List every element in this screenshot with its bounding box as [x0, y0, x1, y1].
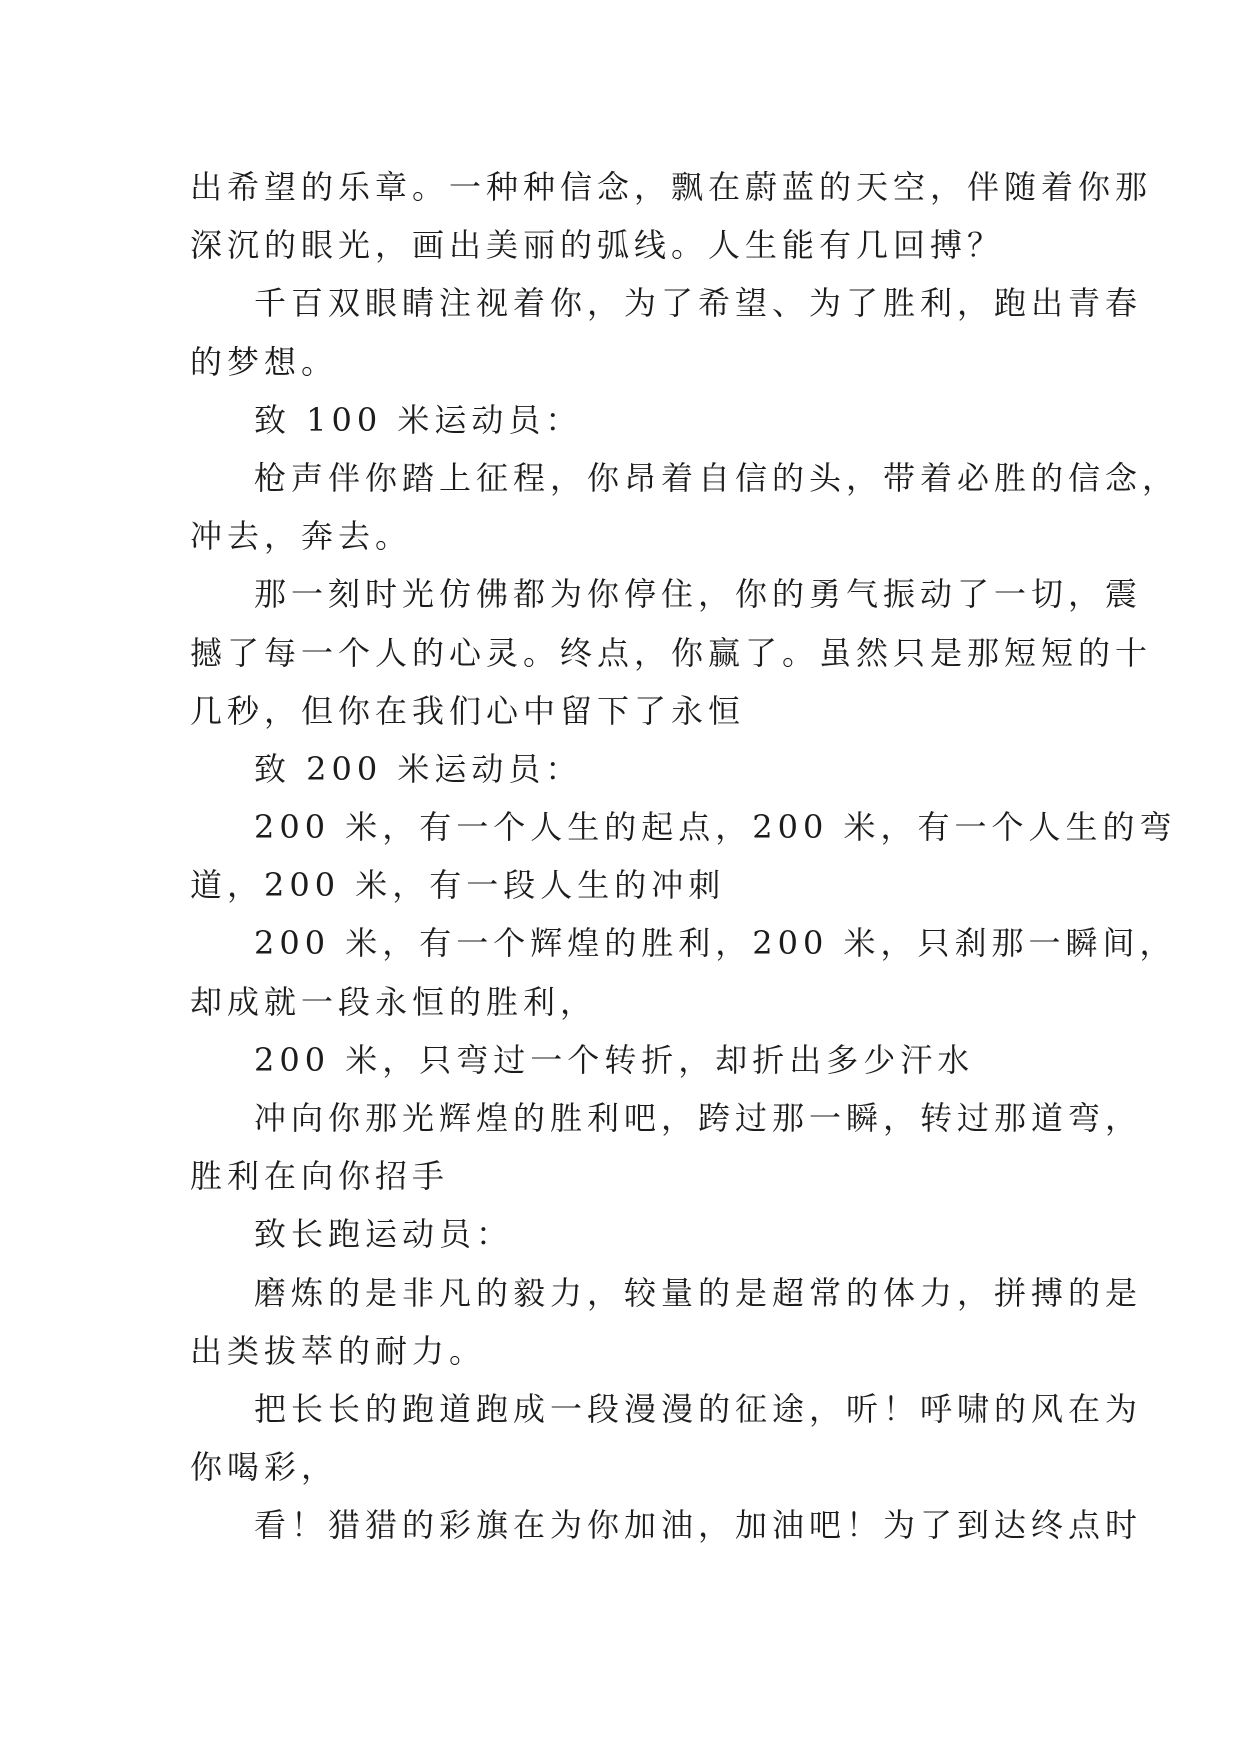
section-heading: 致长跑运动员： — [254, 1215, 514, 1254]
text-line: 冲去，奔去。 — [190, 517, 413, 556]
section-heading: 致 200 米运动员： — [254, 749, 583, 788]
body-text — [190, 158, 1180, 1555]
text-line: 的梦想。 — [190, 342, 339, 381]
text-line: 200 米，有一个人生的起点，200 米，有一个人生的弯 — [254, 808, 1177, 847]
text-line: 深沉的眼光，画出美丽的弧线。人生能有几回搏？ — [190, 226, 1005, 265]
text-line: 出类拔萃的耐力。 — [190, 1331, 487, 1370]
section-heading: 致 100 米运动员： — [254, 400, 583, 439]
text-line: 看！猎猎的彩旗在为你加油，加油吧！为了到达终点时 — [254, 1506, 1143, 1545]
text-line: 枪声伴你踏上征程，你昂着自信的头，带着必胜的信念， — [254, 458, 1180, 497]
text-line: 千百双眼睛注视着你，为了希望、为了胜利，跑出青春 — [254, 284, 1143, 323]
text-line: 你喝彩， — [190, 1448, 339, 1487]
text-line: 道，200 米，有一段人生的冲刺 — [190, 866, 726, 905]
text-line: 撼了每一个人的心灵。终点，你赢了。虽然只是那短短的十 — [190, 633, 1153, 672]
text-line: 200 米，有一个辉煌的胜利，200 米，只刹那一瞬间， — [254, 924, 1177, 963]
text-line: 那一刻时光仿佛都为你停住，你的勇气振动了一切，震 — [254, 575, 1143, 614]
text-line: 把长长的跑道跑成一段漫漫的征途，听！呼啸的风在为 — [254, 1389, 1143, 1428]
text-line: 200 米，只弯过一个转折，却折出多少汗水 — [254, 1040, 975, 1079]
text-line: 几秒，但你在我们心中留下了永恒 — [190, 691, 746, 730]
text-line: 磨炼的是非凡的毅力，较量的是超常的体力，拼搏的是 — [254, 1273, 1143, 1312]
text-line: 出希望的乐章。一种种信念，飘在蔚蓝的天空，伴随着你那 — [190, 168, 1153, 206]
text-line: 胜利在向你招手 — [190, 1157, 450, 1196]
text-line: 冲向你那光辉煌的胜利吧，跨过那一瞬，转过那道弯， — [254, 1099, 1143, 1137]
text-line: 却成就一段永恒的胜利， — [190, 982, 598, 1021]
